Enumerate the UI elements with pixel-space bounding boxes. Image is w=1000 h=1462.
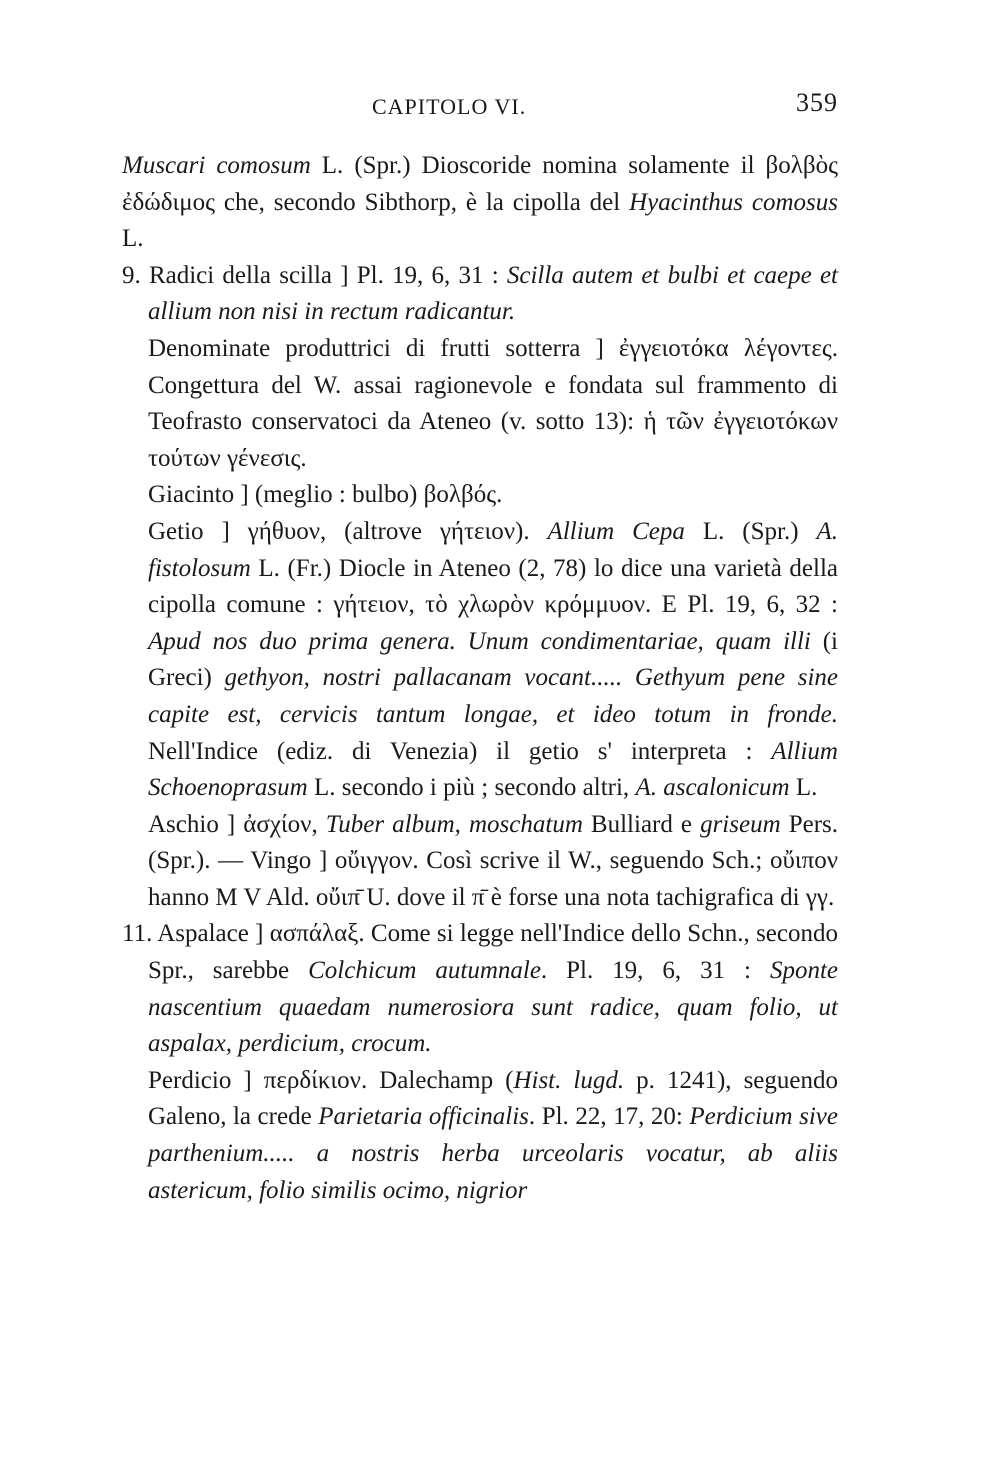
text-run: 11. Aspalace ] ασπάλαξ. Come si legge nell'Indice dello Schn., secondo Spr., sarebbe bbox=[122, 920, 838, 985]
text-run: (i Greci) bbox=[148, 627, 838, 692]
text-run: L. bbox=[122, 225, 144, 253]
italic-text-run: Apud nos duo prima genera. Unum condimentariae, quam illi bbox=[148, 627, 811, 655]
running-title: CAPITOLO VI. bbox=[372, 94, 527, 119]
italic-text-run: Allium Cepa bbox=[547, 517, 685, 545]
italic-text-run: Sponte nascentium quaedam numerosiora sunt radice, quam folio, ut aspalax, perdicium, crocum. bbox=[148, 957, 838, 1058]
italic-text-run: A. fistolosum bbox=[148, 517, 839, 582]
text-run: Getio ] γήθυον, (altrove γήτειον). bbox=[148, 517, 548, 545]
italic-text-run: Allium Schoenoprasum bbox=[148, 737, 838, 802]
text-run: Denominate produttrici di frutti sotterra ] ἐγγειοτόκα λέγοντες. Congettura del W. assai ragionevole e fondata sul frammento di Teofrasto conservatoci da Ateneo (v. sotto 13): ἡ τῶν ἐγγειοτόκων τούτων γένεσις. bbox=[148, 334, 838, 472]
page-number: 359 bbox=[796, 88, 838, 117]
text-run: . Pl. 19, 6, 31 : bbox=[540, 957, 770, 985]
text-run: L. secondo i più ; secondo altri, bbox=[307, 774, 636, 802]
italic-text-run: Colchicum autumnale bbox=[308, 957, 541, 985]
paragraph-perdicio bbox=[122, 1063, 838, 1209]
paragraph-giacinto bbox=[122, 477, 838, 514]
note-9-radici bbox=[122, 258, 838, 331]
italic-text-run: Tuber album, moschatum bbox=[325, 810, 583, 838]
text-run: L. (Spr.) Dioscoride nomina solamente il βολβὸς ἐδώδιμος che, secondo Sibthorp, è la cipolla del bbox=[122, 152, 838, 216]
text-run: p. 1241), seguendo Galeno, la crede bbox=[148, 1066, 839, 1131]
italic-text-run: A. ascalonicum bbox=[635, 774, 790, 802]
text-run: Aschio ] ἀσχίον, bbox=[148, 810, 326, 838]
italic-text-run: Scilla autem et bulbi et caepe et allium non nisi in rectum radicantur. bbox=[148, 261, 838, 326]
italic-text-run: Muscari comosum bbox=[122, 152, 311, 179]
paragraph-getio bbox=[122, 514, 838, 807]
note-11-aspalace bbox=[122, 916, 838, 1062]
text-run: Giacinto ] (meglio : bulbo) βολβός. bbox=[148, 481, 503, 509]
text-run: 9. Radici della scilla ] Pl. 19, 6, 31 : bbox=[122, 261, 507, 289]
text-run: L. (Fr.) Diocle in Ateneo (2, 78) lo dice una varietà della cipolla comune : γήτειον, τὸ χλωρὸν κρόμμυον. E Pl. 19, 6, 32 : bbox=[148, 554, 838, 619]
text-run: Perdicio ] περδίκιον. Dalechamp ( bbox=[148, 1066, 514, 1094]
italic-text-run: gethyon, nostri pallacanam vocant..... Gethyum pene sine capite est, cervicis tantum longae, et ideo totum in fronde. bbox=[148, 664, 838, 728]
text-run: . Pl. 22, 17, 20: bbox=[528, 1103, 690, 1131]
text-run: L. bbox=[789, 774, 818, 802]
page-body bbox=[122, 148, 838, 1209]
italic-text-run: griseum bbox=[700, 810, 781, 838]
page-header bbox=[122, 88, 838, 122]
text-run: Nell'Indice (ediz. di Venezia) il getio s' interpreta : bbox=[148, 737, 772, 765]
italic-text-run: Parietaria officinalis bbox=[318, 1103, 529, 1131]
paragraph-aschio bbox=[122, 807, 838, 917]
italic-text-run: Perdicium sive parthenium..... a nostris herba urceolaris vocatur, ab aliis astericum, folio similis ocimo, nigrior bbox=[148, 1103, 838, 1204]
text-run: Pers. (Spr.). — Vingo ] οὔιγγον. Così scrive il W., seguendo Sch.; οὔιπον hanno M V Ald. οὔιπ̄ U. dove il π̄ è forse una nota tachigrafica di γγ. bbox=[148, 810, 839, 911]
paragraph-muscari bbox=[122, 148, 838, 258]
italic-text-run: Hist. lugd. bbox=[513, 1066, 625, 1094]
italic-text-run: Hyacinthus comosus bbox=[629, 188, 838, 216]
paragraph-denominate bbox=[122, 331, 838, 477]
text-run: Bulliard e bbox=[582, 810, 701, 838]
text-run: L. (Spr.) bbox=[684, 517, 817, 545]
